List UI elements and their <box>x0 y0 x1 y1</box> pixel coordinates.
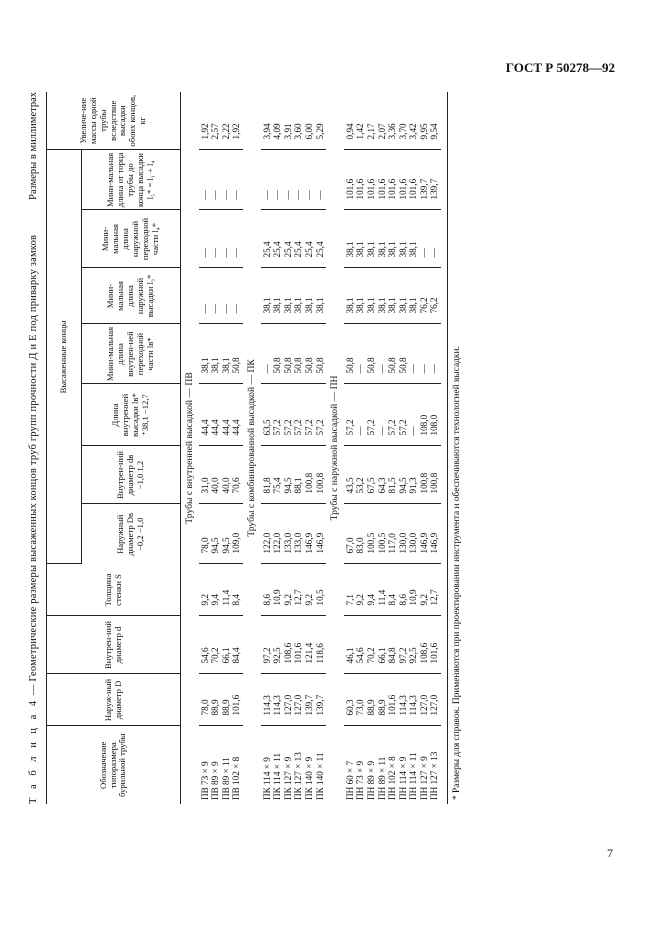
cell-min-len: 101,6 101,6 101,6 101,6 101,6 101,6 101,6 139,7 139,7 <box>344 150 441 210</box>
cell-designation: ПК 114 × 9 ПК 114 × 11 ПК 127 × 9 ПК 127 × 13 ПК 140 × 9 ПК 140 × 11 <box>261 752 325 800</box>
cell-wall: 7,1 9,2 9,4 11,4 8,4 8,6 10,9 9,2 12,7 <box>344 564 441 616</box>
cell-upset-inner: 31,0 40,0 40,0 70,6 <box>199 446 243 504</box>
cell-inner-d: 46,1 54,6 70,2 66,1 84,8 97,2 92,5 108,6 101,6 <box>344 616 441 674</box>
cell-outer-len: 38,1 38,1 38,1 38,1 38,1 38,1 <box>261 268 327 324</box>
rotated-table-content <box>28 88 588 808</box>
cell-upset-inner: 43,5 53,2 67,5 64,3 81,5 94,5 91,3 100,8 100,8 <box>344 446 441 504</box>
cell-outer-d: 78,0 88,9 88,9 101,6 <box>199 674 243 726</box>
cell-inner-d: 97,2 92,5 108,6 101,6 121,4 118,6 <box>261 616 327 674</box>
cell-inner-len: 44,4 44,4 44,4 44,4 <box>199 384 243 446</box>
col-upset-outer-diameter: Наружный диаметр Dв −0,2 −1,0 <box>82 504 181 564</box>
cell-mass: 3,94 4,09 3,91 3,60 6,00 5,29 <box>261 92 327 150</box>
cell-upset-inner: 81,8 75,4 94,5 88,1 100,8 100,8 <box>261 446 327 504</box>
cell-inner-trans: 38,1 38,1 38,1 50,8 <box>199 324 243 384</box>
cell-outer-trans: — — — — <box>199 210 243 268</box>
cell-outer-d: 114,3 114,3 127,0 127,0 139,7 139,7 <box>261 674 327 726</box>
col-mass-increase: Увеличе-ние массы одной трубы вследствие высадки обоих концов, кг <box>47 92 181 150</box>
cell-outer-trans: 38,1 38,1 38,1 38,1 38,1 38,1 38,1 — — <box>344 210 441 268</box>
cell-outer-trans: 25,4 25,4 25,4 25,4 25,4 25,4 <box>261 210 327 268</box>
table-row-group-pn <box>344 92 441 804</box>
cell-wall: 8,6 10,9 9,2 12,7 9,2 10,5 <box>261 564 327 616</box>
table-caption-prefix: Т а б л и ц а 4 <box>28 697 39 804</box>
cell-mass: 1,92 2,57 2,22 1,92 <box>199 92 243 150</box>
rotated-table-area <box>28 88 588 808</box>
cell-inner-d: 54,6 70,2 66,1 84,4 <box>199 616 243 674</box>
col-designation: Обозначение типоразмера бурильной трубы <box>47 726 181 804</box>
footnote: * Размеры для справок. Применяются при проектировании инструмента и обеспечиваются технологией высадки. <box>448 92 464 804</box>
cell-upset-outer: 122,0 122,0 133,0 133,0 146,9 146,9 <box>261 504 327 564</box>
table-row-group-pv <box>199 92 243 804</box>
col-upset-inner-diameter: Внутрен-ний диаметр dв −1,0 1,2 <box>82 446 181 504</box>
dimensions-table <box>46 92 464 804</box>
document-header: ГОСТ Р 50278—92 <box>505 60 615 75</box>
table-caption-title: — Геометрические размеры высаженных концов труб групп прочности Д и Е под приварку замков <box>28 234 39 698</box>
section-title-pk: Трубы с комбинированной высадкой — ПК <box>245 359 257 537</box>
col-min-length: Мини-мальная длина от торца трубы до конца высадки l₅* = l₁ + l₄ <box>82 150 181 210</box>
page-number: 7 <box>607 846 613 860</box>
cell-outer-len: — — — — <box>199 268 243 324</box>
cell-designation: ПН 60 × 7 ПН 73 × 9 ПН 89 × 9 ПН 89 × 11 ПН 102 × 8 ПН 114 × 9 ПН 114 × 11 ПН 127 × 9 ПН 127 × 13 <box>344 751 440 800</box>
cell-mass: 0,94 1,42 2,17 2,07 3,36 3,70 3,42 9,95 9,54 <box>344 92 441 150</box>
cell-wall: 9,2 9,4 11,4 8,4 <box>199 564 243 616</box>
cell-outer-len: 38,1 38,1 38,1 38,1 38,1 38,1 38,1 76,2 76,2 <box>344 268 441 324</box>
cell-upset-outer: 78,0 94,5 94,5 109,0 <box>199 504 243 564</box>
col-outer-transition: Мини-мальная длина наружной переходной части l₄* <box>82 210 181 268</box>
cell-min-len: — — — — — — <box>261 150 327 210</box>
col-inner-transition: Мини-мальная длина внутрен-ней переходной части lв* <box>82 324 181 384</box>
table-caption <box>28 235 39 804</box>
cell-inner-trans: — 50,8 50,8 50,8 50,8 50,8 <box>261 324 327 384</box>
cell-inner-trans: 50,8 — 50,8 — 50,8 50,8 — — — <box>344 324 441 384</box>
cell-outer-d: 60,3 73,0 88,9 88,9 101,6 114,3 114,3 127,0 127,0 <box>344 674 441 726</box>
table-row-group-pk <box>261 92 327 804</box>
cell-inner-len: 63,5 57,2 57,2 57,2 57,2 57,2 <box>261 384 327 446</box>
cell-upset-outer: 67,0 83,0 100,5 100,5 117,0 130,0 130,0 146,9 146,9 <box>344 504 441 564</box>
col-inner-diameter: Внутрен-ний диаметр d <box>47 616 181 674</box>
col-inner-upset-length: Длина внутренней высадки lв* ⁺38,1 −12,7 <box>82 384 181 446</box>
cell-min-len: — — — — <box>199 150 243 210</box>
col-wall-thickness: Толщина стенки S <box>47 564 181 616</box>
section-title-pn: Трубы с наружной высадкой — ПН <box>329 375 341 521</box>
col-outer-upset-length: Мини-мальная длина наружной высадки l₃* <box>82 268 181 324</box>
cell-inner-len: 57,2 — 57,2 — 57,2 57,2 — 108,0 108,0 <box>344 384 441 446</box>
cell-designation: ПВ 73 × 9 ПВ 89 × 9 ПВ 89 × 11 ПВ 102 × 8 <box>199 756 242 800</box>
units-note: Размеры в миллиметрах <box>28 92 39 200</box>
section-title-pv: Трубы с внутренней высадкой — ПВ <box>184 372 195 524</box>
col-outer-diameter: Наруж-ный диаметр D <box>47 674 181 726</box>
col-upset-ends: Высаженные концы <box>47 150 82 564</box>
